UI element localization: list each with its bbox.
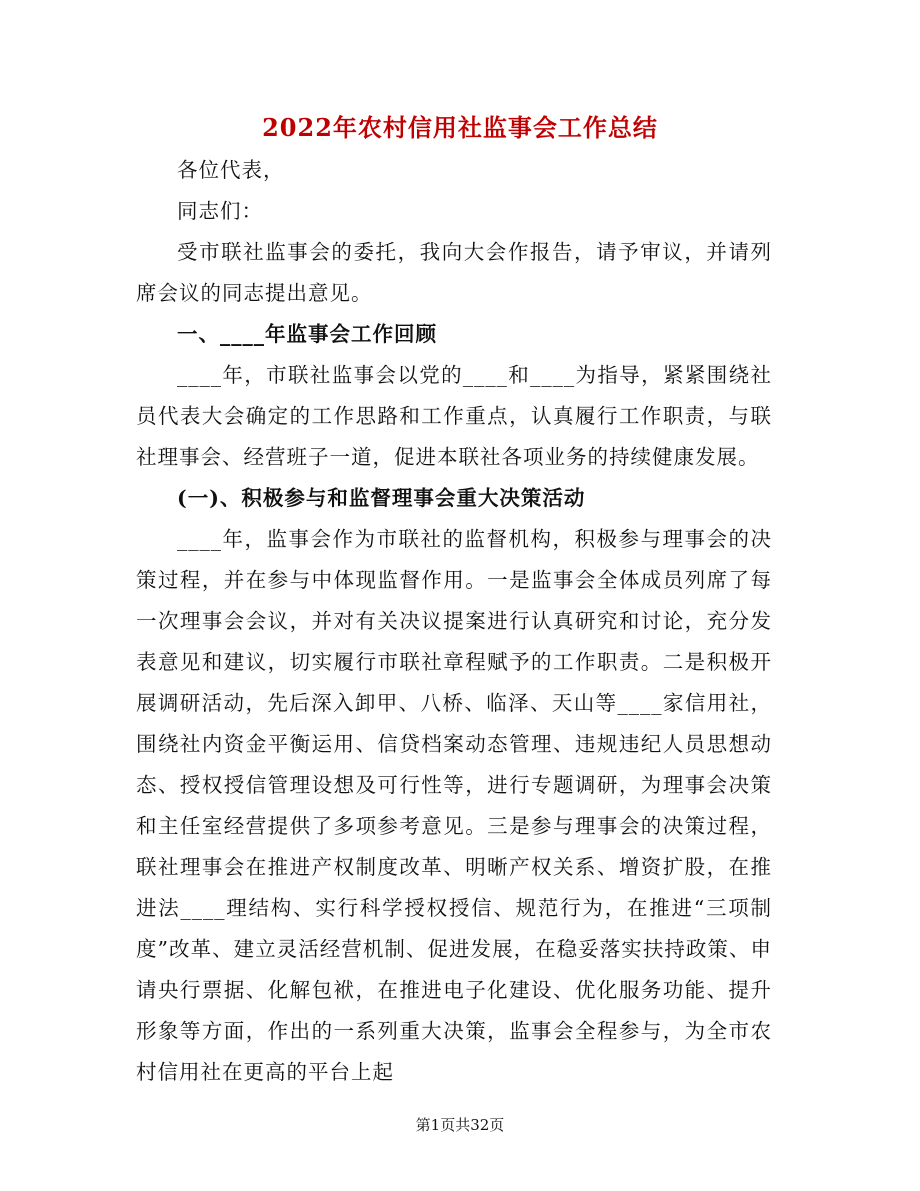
page-number: 第1页共32页 — [415, 1116, 505, 1134]
section-heading-review: 一、____年监事会工作回顾 — [177, 322, 437, 346]
intro-paragraph: 受市联社监事会的委托，我向大会作报告，请予审议，并请列席会议的同志提出意见。 — [136, 240, 772, 305]
document-body — [136, 150, 772, 1093]
subsection-decision-paragraph: ____年，监事会作为市联社的监督机构，积极参与理事会的决策过程，并在参与中体现监督作用。一是监事会全体成员列席了每一次理事会会议，并对有关决议提案进行认真研究和讨论，充分发表意见和建议，切实履行市联社章程赋予的工作职责。二是积极开展调研活动，先后深入卸甲、八桥、临泽、天山等____家信用社，围绕社内资金平衡运用、信贷档案动态管理、违规违纪人员思想动态、授权授信管理设想及可行性等，进行专题调研，为理事会决策和主任室经营提供了多项参考意见。三是参与理事会的决策过程，联社理事会在推进产权制度改革、明晰产权关系、增资扩股，在推进法____理结构、实行科学授权授信、规范行为，在推进“三项制度”改革、建立灵活经营机制、促进发展，在稳妥落实扶持政策、申请央行票据、化解包袱，在推进电子化建设、优化服务功能、提升形象等方面，作出的一系列重大决策，监事会全程参与，为全市农村信用社在更高的平台上起 — [136, 527, 772, 1084]
document-title: 2022年农村信用社监事会工作总结 — [262, 113, 658, 142]
salutation-comrades: 同志们： — [177, 199, 263, 223]
salutation-representatives: 各位代表， — [177, 158, 285, 182]
section-review-paragraph: ____年，市联社监事会以党的____和____为指导，紧紧围绕社员代表大会确定的工作思路和工作重点，认真履行工作职责，与联社理事会、经营班子一道，促进本联社各项业务的持续健康发展。 — [136, 363, 772, 469]
subsection-heading-decision: (一)、积极参与和监督理事会重大决策活动 — [177, 486, 586, 510]
